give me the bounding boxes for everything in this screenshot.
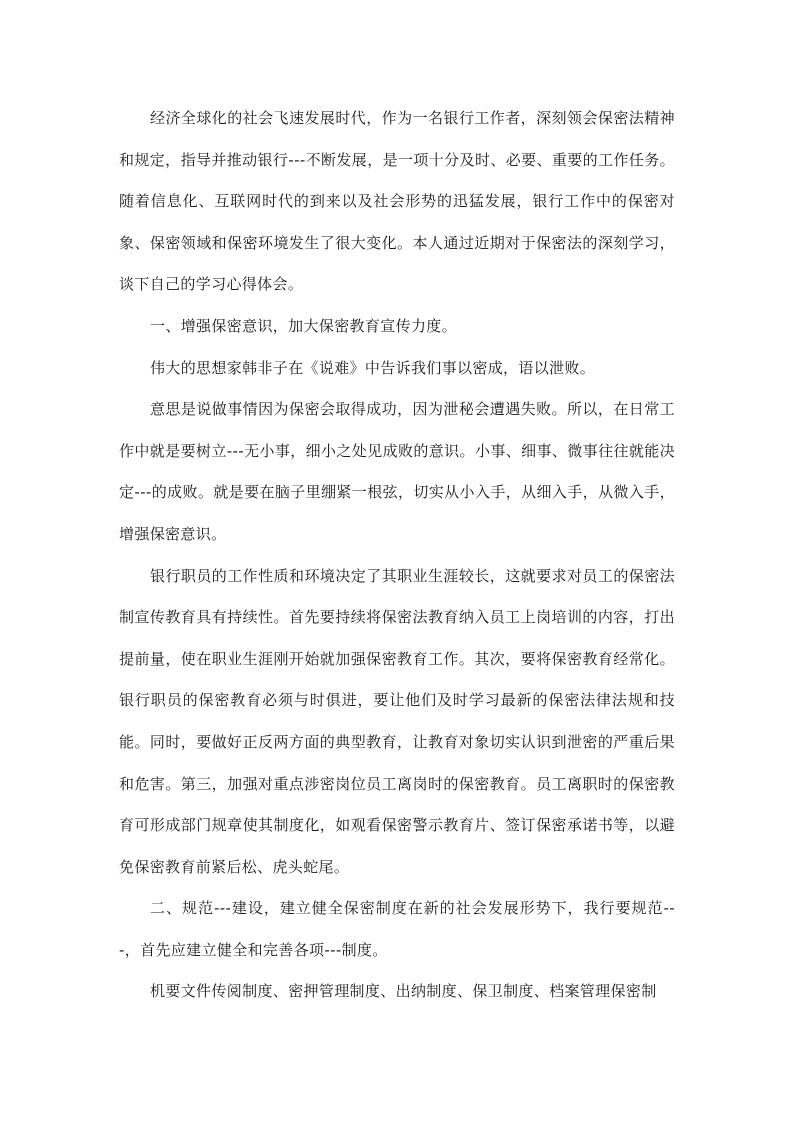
paragraph-quote: 伟大的思想家韩非子在《说难》中告诉我们事以密成，语以泄败。 [150,358,596,377]
document-body [119,98,675,1013]
section-heading-2: 二、规范---建设，建立健全保密制度在新的社会发展形势下，我行要规范---，首先应建立健全和完善各项---制度。 [119,899,675,959]
paragraph-intro: 经济全球化的社会飞速发展时代，作为一名银行工作者，深刻领会保密法精神和规定，指导并推动银行---不断发展，是一项十分及时、必要、重要的工作任务。随着信息化、互联网时代的到来以及社会形势的迅猛发展，银行工作中的保密对象、保密领域和保密环境发生了很大变化。本人通过近期对于保密法的深刻学习，谈下自己的学习心得体会。 [119,109,675,294]
paragraph-education: 银行职员的工作性质和环境决定了其职业生涯较长，这就要求对员工的保密法制宣传教育具有持续性。首先要持续将保密法教育纳入员工上岗培训的内容，打出提前量，使在职业生涯刚开始就加强保密教育工作。其次，要将保密教育经常化。银行职员的保密教育必须与时俱进，要让他们及时学习最新的保密法律法规和技能。同时，要做好正反两方面的典型教育，让教育对象切实认识到泄密的严重后果和危害。第三，加强对重点涉密岗位员工离岗时的保密教育。员工离职时的保密教育可形成部门规章使其制度化，如观看保密警示教育片、签订保密承诺书等，以避免保密教育前紧后松、虎头蛇尾。 [119,566,675,876]
section-heading-1: 一、增强保密意识，加大保密教育宣传力度。 [150,316,458,335]
paragraph-meaning: 意思是说做事情因为保密会取得成功，因为泄秘会遭遇失败。所以，在日常工作中就是要树立---无小事，细小之处见成败的意识。小事、细事、微事往往就能决定---的成败。就是要在脑子里绷紧一根弦，切实从小入手，从细入手，从微入手，增强保密意识。 [119,400,675,543]
paragraph-systems: 机要文件传阅制度、密押管理制度、出纳制度、保卫制度、档案管理保密制 [150,982,657,1001]
